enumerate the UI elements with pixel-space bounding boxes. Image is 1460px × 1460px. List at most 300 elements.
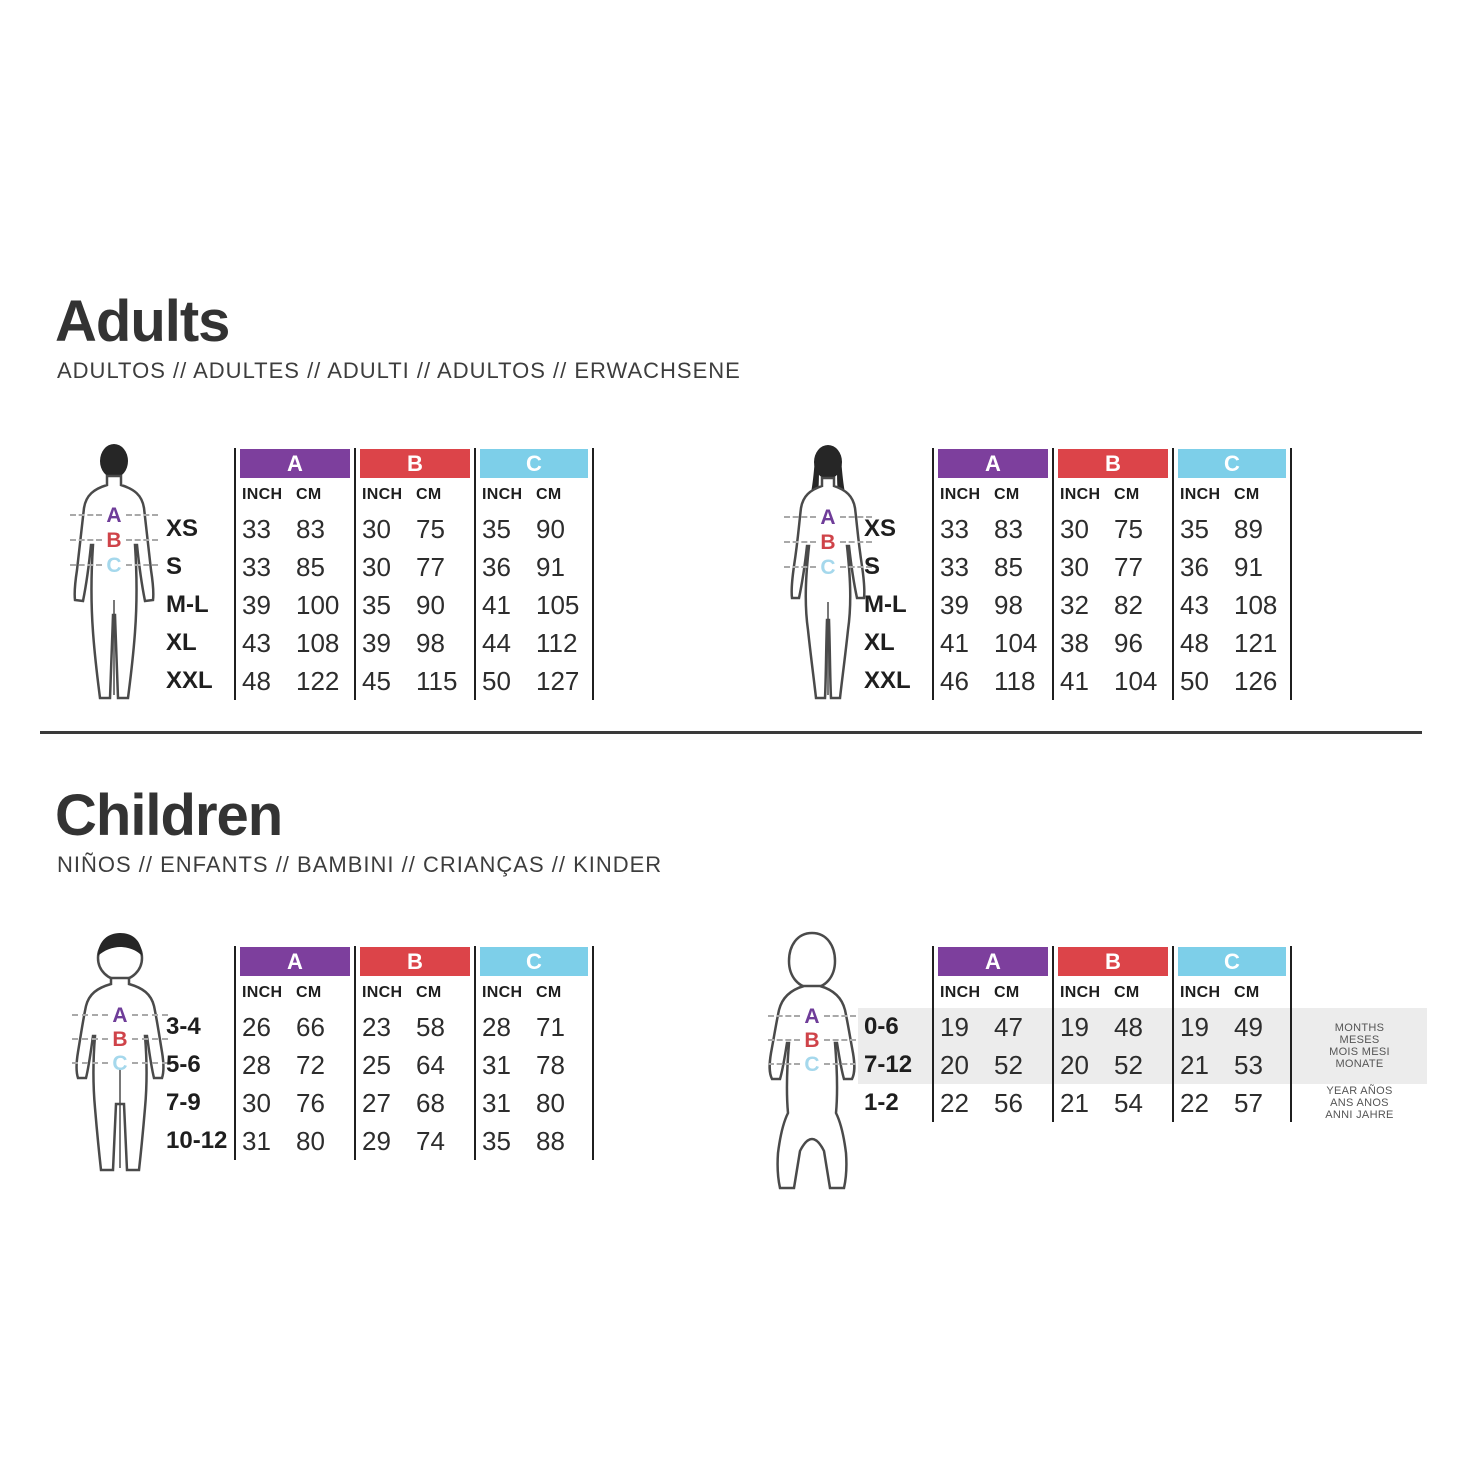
unit-header-row — [1054, 480, 1172, 510]
dash-line — [126, 539, 158, 541]
size-value: 82 — [1114, 589, 1143, 620]
size-value: 83 — [296, 513, 325, 544]
size-value: 78 — [536, 1049, 565, 1080]
size-value: 68 — [416, 1087, 445, 1118]
group-header-bar: B — [1058, 947, 1168, 976]
size-value: 29 — [362, 1125, 391, 1156]
measure-letter-c: C — [804, 1052, 820, 1076]
dash-line — [768, 1015, 800, 1017]
size-value-row — [934, 548, 1052, 586]
age-unit-note-line: YEAR AÑOS — [1326, 1085, 1393, 1097]
size-value-row — [934, 586, 1052, 624]
size-value: 32 — [1060, 589, 1089, 620]
dash-line — [784, 516, 816, 518]
row-label: S — [864, 553, 881, 580]
size-value-row — [1054, 586, 1172, 624]
size-value: 23 — [362, 1011, 391, 1042]
size-value-row — [356, 1008, 474, 1046]
size-value-row — [356, 662, 474, 700]
size-value-row — [476, 1084, 592, 1122]
dash-line — [784, 566, 816, 568]
male-figure — [58, 440, 170, 712]
unit-header-row — [236, 978, 354, 1008]
size-value-row — [934, 1046, 1052, 1084]
unit-header-row — [356, 978, 474, 1008]
measure-group-a — [234, 946, 354, 1160]
size-value: 31 — [482, 1049, 511, 1080]
measure-letter-b: B — [804, 1028, 820, 1052]
unit-header: CM — [416, 984, 442, 1001]
unit-header-row — [1054, 978, 1172, 1008]
size-value: 66 — [296, 1011, 325, 1042]
waist-measure-line — [72, 1028, 168, 1050]
size-value-row — [476, 510, 592, 548]
row-label: XS — [864, 515, 897, 542]
age-unit-note-line: MONATE — [1335, 1058, 1384, 1070]
row-label: XL — [864, 629, 895, 656]
size-value-row — [1174, 1046, 1290, 1084]
size-value-row — [1054, 1008, 1172, 1046]
dash-line — [768, 1039, 800, 1041]
size-value: 76 — [296, 1087, 325, 1118]
size-value-row — [1174, 510, 1290, 548]
size-value: 41 — [1060, 665, 1089, 696]
unit-header: INCH — [362, 486, 403, 503]
size-value-row — [476, 624, 592, 662]
unit-header: CM — [994, 984, 1020, 1001]
row-label: 1-2 — [864, 1089, 899, 1116]
size-value: 30 — [362, 551, 391, 582]
age-unit-notes-column — [1292, 946, 1427, 1122]
size-value-row — [236, 1008, 354, 1046]
dash-line — [126, 564, 158, 566]
size-value: 80 — [536, 1087, 565, 1118]
size-value: 88 — [536, 1125, 565, 1156]
measure-letter-b: B — [820, 530, 836, 554]
group-header-bar: A — [938, 449, 1048, 478]
size-value: 30 — [362, 513, 391, 544]
unit-header: CM — [1234, 486, 1260, 503]
chest-measure-line — [72, 1004, 168, 1026]
unit-header-row — [934, 978, 1052, 1008]
dash-line — [784, 541, 816, 543]
size-value: 20 — [1060, 1049, 1089, 1080]
unit-header: INCH — [242, 486, 283, 503]
size-value: 50 — [482, 665, 511, 696]
unit-header-row — [1174, 480, 1290, 510]
measure-letter-c: C — [820, 555, 836, 579]
baby-figure — [750, 925, 875, 1197]
header-spacer — [858, 978, 932, 1008]
unit-header-row — [476, 480, 592, 510]
size-value: 22 — [1180, 1087, 1209, 1118]
age-unit-note — [1292, 1084, 1427, 1122]
size-value-row — [476, 586, 592, 624]
header-spacer — [858, 448, 932, 480]
size-value-row — [476, 548, 592, 586]
size-value-row — [1054, 624, 1172, 662]
age-unit-note-line: MONTHS — [1334, 1022, 1385, 1034]
size-value: 74 — [416, 1125, 445, 1156]
size-value: 127 — [536, 665, 580, 696]
measure-letter-c: C — [106, 553, 122, 577]
size-value-row — [236, 662, 354, 700]
size-value-row — [356, 586, 474, 624]
unit-header: INCH — [1180, 984, 1221, 1001]
size-value: 54 — [1114, 1087, 1143, 1118]
row-label: 3-4 — [166, 1013, 201, 1040]
size-value: 30 — [1060, 513, 1089, 544]
size-value: 25 — [362, 1049, 391, 1080]
size-value: 35 — [482, 513, 511, 544]
size-value: 85 — [296, 551, 325, 582]
hip-measure-line — [72, 1052, 168, 1074]
size-label-column — [858, 946, 932, 1122]
size-value: 91 — [1234, 551, 1263, 582]
size-value-row — [1054, 548, 1172, 586]
measure-group-b — [1052, 946, 1172, 1122]
unit-header: CM — [1234, 984, 1260, 1001]
group-bar-row — [236, 448, 354, 480]
header-spacer — [858, 946, 932, 978]
dash-line — [824, 1063, 856, 1065]
group-header-bar: C — [1178, 449, 1286, 478]
unit-header: CM — [994, 486, 1020, 503]
size-value: 33 — [940, 513, 969, 544]
measure-letter-b: B — [106, 528, 122, 552]
row-label: 7-12 — [858, 1046, 932, 1084]
size-value: 90 — [536, 513, 565, 544]
group-bar-row — [1174, 448, 1290, 480]
size-value-row — [1174, 548, 1290, 586]
size-value: 105 — [536, 589, 580, 620]
size-value: 21 — [1060, 1087, 1089, 1118]
unit-header: CM — [536, 486, 562, 503]
unit-header-row — [356, 480, 474, 510]
group-bar-row — [1174, 946, 1290, 978]
size-value-row — [934, 1084, 1052, 1122]
group-bar-row — [1054, 946, 1172, 978]
size-value: 85 — [994, 551, 1023, 582]
header-spacer — [858, 480, 932, 510]
size-value-row — [236, 510, 354, 548]
size-value: 104 — [994, 627, 1038, 658]
age-unit-note-line: ANNI JAHRE — [1325, 1109, 1394, 1121]
chest-measure-line — [70, 504, 158, 526]
dash-line — [70, 514, 102, 516]
group-header-bar: B — [1058, 449, 1168, 478]
children-section-title: Children — [55, 783, 283, 848]
size-value: 38 — [1060, 627, 1089, 658]
women-size-table — [858, 448, 1292, 700]
dash-line — [72, 1014, 108, 1016]
measure-letter-a: A — [804, 1004, 820, 1028]
unit-header: INCH — [482, 984, 523, 1001]
group-header-bar: A — [240, 947, 350, 976]
unit-header: CM — [536, 984, 562, 1001]
size-value: 19 — [1180, 1011, 1209, 1042]
size-value-row — [356, 510, 474, 548]
size-value-row — [356, 624, 474, 662]
size-value: 20 — [940, 1049, 969, 1080]
group-bar-row — [236, 946, 354, 978]
size-value: 56 — [994, 1087, 1023, 1118]
size-value-row — [476, 1046, 592, 1084]
group-bar-row — [934, 946, 1052, 978]
size-value: 64 — [416, 1049, 445, 1080]
age-unit-note — [1292, 1008, 1427, 1084]
unit-header: INCH — [940, 486, 981, 503]
header-spacer — [160, 480, 234, 510]
unit-header-row — [1174, 978, 1290, 1008]
size-value: 28 — [242, 1049, 271, 1080]
size-value: 77 — [1114, 551, 1143, 582]
measure-group-a — [932, 448, 1052, 700]
size-value: 45 — [362, 665, 391, 696]
group-header-bar: C — [1178, 947, 1286, 976]
header-spacer — [160, 448, 234, 480]
size-value: 33 — [940, 551, 969, 582]
size-value: 122 — [296, 665, 340, 696]
size-value: 43 — [242, 627, 271, 658]
size-value-row — [1054, 1046, 1172, 1084]
measure-group-a — [932, 946, 1052, 1122]
size-value: 48 — [1180, 627, 1209, 658]
unit-header: CM — [1114, 984, 1140, 1001]
size-value: 27 — [362, 1087, 391, 1118]
size-value: 89 — [1234, 513, 1263, 544]
group-header-bar: B — [360, 449, 470, 478]
size-value: 98 — [994, 589, 1023, 620]
size-value: 118 — [994, 665, 1036, 696]
size-value: 26 — [242, 1011, 271, 1042]
size-value: 115 — [416, 665, 458, 696]
size-value: 30 — [1060, 551, 1089, 582]
size-value: 48 — [1114, 1011, 1143, 1042]
size-value: 30 — [242, 1087, 271, 1118]
unit-header: INCH — [482, 486, 523, 503]
unit-header: CM — [1114, 486, 1140, 503]
group-bar-row — [356, 448, 474, 480]
size-value: 52 — [1114, 1049, 1143, 1080]
row-label: XXL — [166, 667, 213, 694]
size-value: 104 — [1114, 665, 1158, 696]
size-value: 22 — [940, 1087, 969, 1118]
row-label: 10-12 — [166, 1127, 228, 1154]
header-spacer — [1292, 946, 1427, 978]
size-value-row — [356, 548, 474, 586]
size-value: 80 — [296, 1125, 325, 1156]
size-value: 28 — [482, 1011, 511, 1042]
size-value-row — [934, 624, 1052, 662]
size-value-row — [236, 1084, 354, 1122]
measure-letter-a: A — [820, 505, 836, 529]
row-label: M-L — [166, 591, 209, 618]
age-unit-note-line: MOIS MESI — [1329, 1046, 1390, 1058]
size-value: 21 — [1180, 1049, 1209, 1080]
size-value-row — [1054, 510, 1172, 548]
unit-header: INCH — [242, 984, 283, 1001]
unit-header-row — [476, 978, 592, 1008]
unit-header: INCH — [1180, 486, 1221, 503]
size-value: 100 — [296, 589, 340, 620]
men-size-table — [160, 448, 594, 700]
size-value: 39 — [242, 589, 271, 620]
measure-group-b — [1052, 448, 1172, 700]
measure-letter-b: B — [112, 1027, 128, 1051]
measure-group-c — [1172, 448, 1292, 700]
size-label-column — [160, 448, 234, 700]
size-value-row — [476, 1008, 592, 1046]
children-section-subtitle: NIÑOS // ENFANTS // BAMBINI // CRIANÇAS // KINDER — [57, 852, 663, 877]
size-value-row — [476, 662, 592, 700]
row-label: XS — [166, 515, 199, 542]
size-value-row — [356, 1046, 474, 1084]
group-header-bar: C — [480, 449, 588, 478]
unit-header: CM — [296, 984, 322, 1001]
unit-header-row — [236, 480, 354, 510]
size-value: 91 — [536, 551, 565, 582]
size-value: 98 — [416, 627, 445, 658]
group-header-bar: A — [938, 947, 1048, 976]
size-value: 90 — [416, 589, 445, 620]
unit-header: CM — [296, 486, 322, 503]
dash-line — [126, 514, 158, 516]
measure-group-a — [234, 448, 354, 700]
size-value-row — [1054, 662, 1172, 700]
row-label: 5-6 — [166, 1051, 201, 1078]
row-label: 7-9 — [166, 1089, 201, 1116]
size-value: 39 — [362, 627, 391, 658]
dash-line — [72, 1062, 108, 1064]
size-value: 36 — [482, 551, 511, 582]
child-size-table — [160, 946, 594, 1160]
size-value: 47 — [994, 1011, 1023, 1042]
size-value: 35 — [1180, 513, 1209, 544]
group-bar-row — [356, 946, 474, 978]
measure-group-b — [354, 946, 474, 1160]
size-value: 33 — [242, 513, 271, 544]
dash-line — [70, 564, 102, 566]
size-value: 108 — [1234, 589, 1278, 620]
hip-measure-line — [768, 1053, 856, 1075]
dash-line — [824, 1015, 856, 1017]
size-value: 49 — [1234, 1011, 1263, 1042]
size-value: 19 — [1060, 1011, 1089, 1042]
size-value: 31 — [242, 1125, 271, 1156]
size-value: 53 — [1234, 1049, 1263, 1080]
size-value-row — [934, 1008, 1052, 1046]
size-value-row — [236, 624, 354, 662]
size-value: 83 — [994, 513, 1023, 544]
group-header-bar: C — [480, 947, 588, 976]
size-value-row — [1174, 624, 1290, 662]
size-value-row — [236, 1122, 354, 1160]
size-label-column — [858, 448, 932, 700]
adults-section-subtitle: ADULTOS // ADULTES // ADULTI // ADULTOS // ERWACHSENE — [57, 358, 741, 383]
chest-measure-line — [768, 1005, 856, 1027]
measure-group-c — [1172, 946, 1292, 1122]
adults-section-title: Adults — [55, 289, 230, 354]
baby-size-table — [858, 946, 1427, 1122]
group-bar-row — [1054, 448, 1172, 480]
row-label: S — [166, 553, 183, 580]
size-value: 36 — [1180, 551, 1209, 582]
measure-letter-a: A — [112, 1003, 128, 1027]
size-value: 50 — [1180, 665, 1209, 696]
size-value: 112 — [536, 627, 578, 658]
group-header-bar: B — [360, 947, 470, 976]
size-value: 33 — [242, 551, 271, 582]
size-value: 121 — [1234, 627, 1278, 658]
dash-line — [824, 1039, 856, 1041]
row-label: XXL — [864, 667, 911, 694]
dash-line — [70, 539, 102, 541]
size-value: 52 — [994, 1049, 1023, 1080]
unit-header-row — [934, 480, 1052, 510]
waist-measure-line — [70, 529, 158, 551]
header-spacer — [160, 946, 234, 978]
size-value-row — [1174, 662, 1290, 700]
size-value: 46 — [940, 665, 969, 696]
row-label: M-L — [864, 591, 907, 618]
size-value: 19 — [940, 1011, 969, 1042]
measure-group-c — [474, 946, 594, 1160]
size-value-row — [1174, 1084, 1290, 1122]
measure-group-c — [474, 448, 594, 700]
size-value: 43 — [1180, 589, 1209, 620]
size-value-row — [934, 510, 1052, 548]
size-value-row — [476, 1122, 592, 1160]
size-value-row — [356, 1122, 474, 1160]
size-value-row — [236, 548, 354, 586]
size-value: 35 — [482, 1125, 511, 1156]
measure-letter-a: A — [106, 503, 122, 527]
age-unit-note-line: ANS ANOS — [1330, 1097, 1389, 1109]
size-value-row — [356, 1084, 474, 1122]
size-value: 48 — [242, 665, 271, 696]
dash-line — [72, 1038, 108, 1040]
size-value: 41 — [482, 589, 511, 620]
size-value: 31 — [482, 1087, 511, 1118]
size-value: 96 — [1114, 627, 1143, 658]
section-divider — [40, 731, 1422, 734]
age-unit-note-line: MESES — [1339, 1034, 1380, 1046]
unit-header: INCH — [940, 984, 981, 1001]
size-value: 39 — [940, 589, 969, 620]
size-value: 75 — [416, 513, 445, 544]
group-bar-row — [476, 448, 592, 480]
group-bar-row — [476, 946, 592, 978]
size-value-row — [1174, 586, 1290, 624]
size-value: 35 — [362, 589, 391, 620]
unit-header: INCH — [1060, 486, 1101, 503]
header-spacer — [160, 978, 234, 1008]
size-value: 72 — [296, 1049, 325, 1080]
unit-header: INCH — [1060, 984, 1101, 1001]
size-label-column — [160, 946, 234, 1160]
unit-header: INCH — [362, 984, 403, 1001]
size-value: 57 — [1234, 1087, 1263, 1118]
size-value: 71 — [536, 1011, 565, 1042]
size-value-row — [236, 586, 354, 624]
size-value: 75 — [1114, 513, 1143, 544]
group-header-bar: A — [240, 449, 350, 478]
measure-letter-c: C — [112, 1051, 128, 1075]
size-value-row — [1054, 1084, 1172, 1122]
size-value: 44 — [482, 627, 511, 658]
hip-measure-line — [70, 554, 158, 576]
